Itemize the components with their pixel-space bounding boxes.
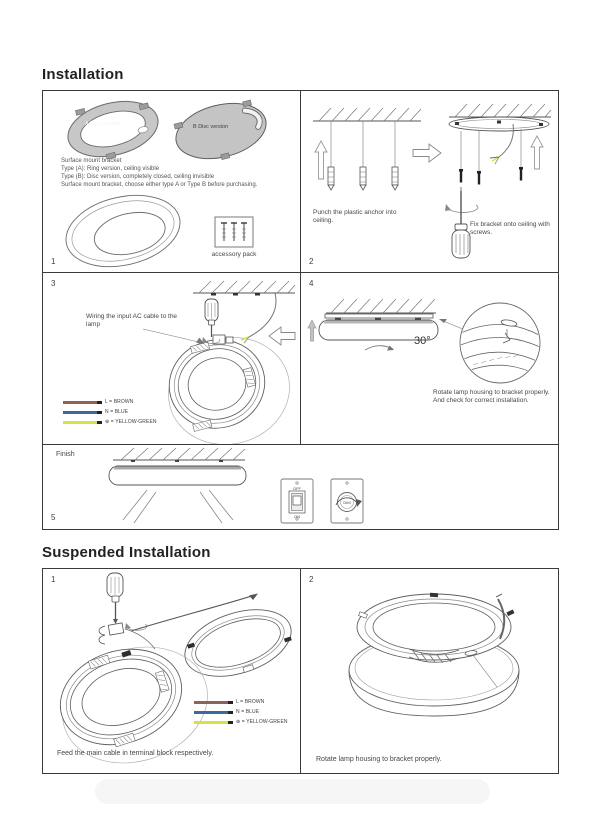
fix-bracket-caption: Fix bracket onto ceiling with screws. [470, 221, 550, 236]
suspended-panel-2 [301, 569, 559, 773]
wire-brown-label: L = BROWN [236, 699, 265, 705]
wire-tip [97, 401, 102, 404]
step-arrow-right-icon [413, 144, 441, 162]
lamp-ring-drawing [59, 185, 187, 272]
wire-legend-row-brown [63, 397, 157, 407]
screwdriver-drawing [107, 573, 123, 624]
lamp-ring-drawing [159, 329, 275, 439]
plastic-anchors-drawing [328, 121, 398, 190]
rotate-housing-caption: Rotate lamp housing to bracket properly. [316, 756, 442, 763]
installation-panel-1 [43, 91, 301, 273]
rotate-housing-caption: Rotate lamp housing to bracket properly. And check for correct installation. [433, 389, 550, 404]
installation-panel-3 [43, 273, 301, 445]
panel-number: 1 [51, 575, 56, 584]
feed-cable-caption: Feed the main cable in terminal block respectively. [57, 750, 214, 757]
wire-blue-label: N = BLUE [105, 409, 129, 415]
screws-drawing [459, 129, 523, 185]
lamp-ring-drawing [48, 634, 194, 760]
suspended-grid [42, 568, 559, 774]
wire-blue-label: N = BLUE [236, 709, 260, 715]
ceiling-drawing [113, 448, 245, 462]
ceiling-left-drawing [313, 108, 421, 121]
bracket-description-line4: Surface mount bracket, choose either type A or Type B before purchasing. [61, 182, 258, 188]
panel-number: 4 [309, 279, 314, 288]
wire-legend-row-yellow-green [194, 717, 288, 727]
finish-label: Finish [56, 451, 75, 458]
up-arrow-left [315, 141, 327, 179]
erased-smudge [95, 779, 490, 804]
rotate-arrow-icon [365, 346, 394, 351]
wire-tip [97, 421, 102, 424]
brown-wire-line [194, 701, 228, 704]
ceiling-right-drawing [449, 104, 551, 117]
wire-brown-label: L = BROWN [105, 399, 134, 405]
panel-number: 1 [51, 257, 56, 266]
wire-yellow-green-label: ⊕ = YELLOW-GREEN [105, 419, 157, 425]
wire-legend [63, 397, 157, 427]
bracket-description-line2: Type (A): Ring version, ceiling visible [61, 166, 160, 172]
installed-lamp-drawing [109, 466, 246, 485]
bracket-description-line3: Type (B): Disc version, completely closed, ceiling invisible [61, 174, 215, 180]
blue-wire-line [194, 711, 228, 714]
switch-off-label: OFF [293, 486, 301, 491]
wire-legend [194, 697, 288, 727]
left-arrow-icon [269, 327, 295, 345]
rotation-angle-label: 30° [414, 335, 431, 347]
panel-number: 2 [309, 257, 314, 266]
wire-tip [97, 411, 102, 414]
wire-tip [228, 721, 233, 724]
dimmer-knob-label: DIM [343, 500, 351, 505]
installation-section-title: Installation [42, 66, 124, 83]
installation-panel-2 [301, 91, 559, 273]
wire-legend-row-blue [63, 407, 157, 417]
up-arrow-right [531, 136, 543, 169]
wire-legend-row-brown [194, 697, 288, 707]
up-arrow-icon [308, 320, 316, 341]
wiring-caption: Wiring the input AC cable to the lamp [86, 313, 178, 328]
bracket-a-label: A Ring version [85, 121, 121, 127]
wire-legend-row-yellow-green [63, 417, 157, 427]
light-rays-drawing [123, 490, 233, 523]
panel4-illustration [301, 273, 558, 444]
brown-wire-line [63, 401, 97, 404]
panel-number: 2 [309, 575, 314, 584]
accessory-pack-label: accessory pack [211, 251, 257, 258]
yellow-green-wire-line [194, 721, 228, 724]
installation-panel-4 [301, 273, 559, 445]
bracket-ring-version-drawing [62, 92, 165, 168]
blue-wire-line [63, 411, 97, 414]
wire-tip [228, 711, 233, 714]
wire-legend-row-blue [194, 707, 288, 717]
caption-pointer-line [143, 329, 204, 344]
yellow-green-wire-line [63, 421, 97, 424]
suspended-panel-1 [43, 569, 301, 773]
cable-clamp-drawing [99, 623, 147, 644]
ceiling-drawing [193, 281, 295, 296]
installation-grid [42, 90, 559, 530]
bracket-ring-drawing [357, 593, 514, 687]
installation-panel-5 [43, 445, 559, 530]
magnifier-detail-drawing [439, 303, 542, 383]
bracket-disc-version-drawing [170, 95, 272, 170]
suspended2-illustration [301, 569, 558, 773]
bracket-description-line1: Surface mount bracket [61, 158, 122, 164]
mounted-bracket-drawing [449, 117, 549, 131]
anchor-caption: Punch the plastic anchor into ceiling. [313, 209, 397, 224]
wire-tip [228, 701, 233, 704]
suspended-section-title: Suspended Installation [42, 544, 211, 561]
accessory-pack-drawing [215, 217, 253, 247]
suspended1-illustration [43, 569, 300, 773]
panel-number: 3 [51, 279, 56, 288]
panel-number: 5 [51, 513, 56, 522]
switch-on-label: ON [294, 514, 300, 519]
bracket-ring-drawing [176, 597, 299, 688]
bracket-b-label: B Disc version [193, 124, 229, 130]
panel2-illustration [301, 91, 558, 272]
ceiling-drawing [326, 299, 436, 313]
wire-yellow-green-label: ⊕ = YELLOW-GREEN [236, 719, 288, 725]
